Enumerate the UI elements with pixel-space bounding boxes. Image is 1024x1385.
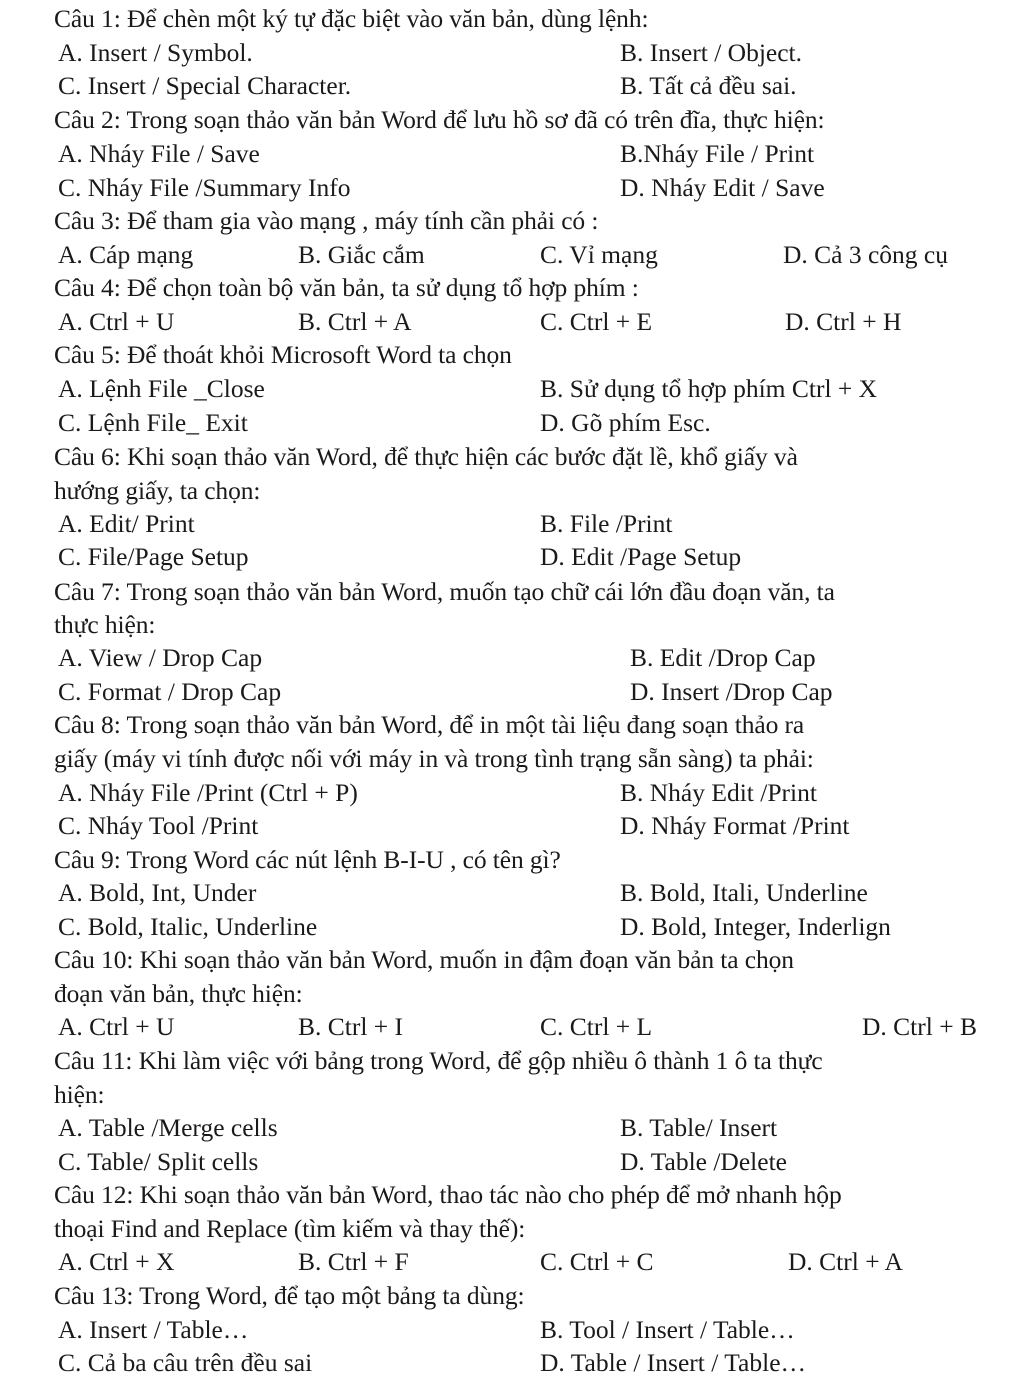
question-4-line-1: Câu 4: Để chọn toàn bộ văn bản, ta sử dụng tổ hợp phím : (54, 273, 639, 302)
question-1-text (0, 2, 1024, 35)
question-7-options-row-1 (0, 641, 1024, 674)
question-1-option-d: B. Tất cả đều sai. (620, 71, 797, 100)
question-8-line-1: Câu 8: Trong soạn thảo văn bản Word, để in một tài liệu đang soạn thảo ra (54, 710, 805, 739)
question-2-options-row-2 (0, 171, 1024, 204)
question-4-options-row (0, 305, 1024, 338)
question-5-options-row-2 (0, 406, 1024, 439)
question-12-option-a: A. Ctrl + X (58, 1247, 175, 1276)
question-4-option-a: A. Ctrl + U (58, 307, 175, 336)
question-13-options-row-1 (0, 1313, 1024, 1346)
question-7-text-line-1 (0, 575, 1024, 608)
question-1-option-c: C. Insert / Special Character. (58, 71, 352, 100)
question-12-text-line-2 (0, 1212, 1024, 1245)
question-6-option-a: A. Edit/ Print (58, 509, 195, 538)
question-10-line-2: đoạn văn bản, thực hiện: (54, 979, 303, 1008)
question-3-option-a: A. Cáp mạng (58, 240, 194, 269)
question-8-option-b: B. Nháy Edit /Print (620, 778, 817, 807)
question-1-option-a: A. Insert / Symbol. (58, 38, 253, 67)
question-10-option-b: B. Ctrl + I (298, 1012, 404, 1041)
question-1-option-b: B. Insert / Object. (620, 38, 802, 67)
question-11-option-d: D. Table /Delete (620, 1147, 787, 1176)
question-4-text (0, 271, 1024, 304)
question-9-options-row-1 (0, 876, 1024, 909)
question-1-line-1: Câu 1: Để chèn một ký tự đặc biệt vào văn bản, dùng lệnh: (54, 4, 649, 33)
question-9-option-d: D. Bold, Integer, Inderlign (620, 912, 891, 941)
question-11-line-2: hiện: (54, 1080, 105, 1109)
question-9-line-1: Câu 9: Trong Word các nút lệnh B-I-U , có tên gì? (54, 845, 561, 874)
question-7-line-1: Câu 7: Trong soạn thảo văn bản Word, muốn tạo chữ cái lớn đầu đoạn văn, ta (54, 577, 835, 606)
question-7-option-c: C. Format / Drop Cap (58, 677, 282, 706)
question-6-line-2: hướng giấy, ta chọn: (54, 476, 261, 505)
question-9-option-a: A. Bold, Int, Under (58, 878, 257, 907)
question-7-line-2: thực hiện: (54, 610, 156, 639)
question-10-option-d: D. Ctrl + B (862, 1012, 977, 1041)
question-3-line-1: Câu 3: Để tham gia vào mạng , máy tính cần phải có : (54, 206, 599, 235)
question-12-line-2: thoại Find and Replace (tìm kiếm và thay thế): (54, 1214, 526, 1243)
question-13-text (0, 1279, 1024, 1312)
question-10-option-c: C. Ctrl + L (540, 1012, 653, 1041)
question-9-text (0, 843, 1024, 876)
question-6-option-b: B. File /Print (540, 509, 673, 538)
question-2-options-row-1 (0, 137, 1024, 170)
question-2-option-b: B.Nháy File / Print (620, 139, 815, 168)
question-12-text-line-1 (0, 1178, 1024, 1211)
question-5-option-b: B. Sử dụng tổ hợp phím Ctrl + X (540, 374, 878, 403)
question-7-option-b: B. Edit /Drop Cap (630, 643, 816, 672)
question-7-text-line-2 (0, 608, 1024, 641)
question-6-line-1: Câu 6: Khi soạn thảo văn Word, để thực hiện các bước đặt lề, khổ giấy và (54, 442, 798, 471)
question-10-text-line-1 (0, 943, 1024, 976)
question-8-text-line-1 (0, 708, 1024, 741)
question-8-options-row-1 (0, 776, 1024, 809)
question-13-option-d: D. Table / Insert / Table… (540, 1348, 807, 1377)
question-11-line-1: Câu 11: Khi làm việc với bảng trong Word, để gộp nhiều ô thành 1 ô ta thực (54, 1046, 823, 1075)
question-13-option-a: A. Insert / Table… (58, 1315, 249, 1344)
question-5-option-a: A. Lệnh File _Close (58, 374, 265, 403)
question-2-text (0, 103, 1024, 136)
question-9-option-c: C. Bold, Italic, Underline (58, 912, 318, 941)
question-3-text (0, 204, 1024, 237)
question-8-option-c: C. Nháy Tool /Print (58, 811, 259, 840)
question-2-line-1: Câu 2: Trong soạn thảo văn bản Word để lưu hồ sơ đã có trên đĩa, thực hiện: (54, 105, 825, 134)
question-13-options-row-2 (0, 1346, 1024, 1379)
question-8-line-2: giấy (máy vi tính được nối với máy in và trong tình trạng sẵn sàng) ta phải: (54, 744, 814, 773)
question-1-options-row-2 (0, 69, 1024, 102)
question-11-options-row-2 (0, 1145, 1024, 1178)
question-6-text-line-2 (0, 474, 1024, 507)
question-11-option-b: B. Table/ Insert (620, 1113, 778, 1142)
question-3-options-row (0, 238, 1024, 271)
question-3-option-c: C. Vỉ mạng (540, 240, 658, 269)
question-1-options-row-1 (0, 36, 1024, 69)
question-6-options-row-2 (0, 540, 1024, 573)
question-8-text-line-2 (0, 742, 1024, 775)
question-12-option-d: D. Ctrl + A (788, 1247, 903, 1276)
question-4-option-d: D. Ctrl + H (785, 307, 902, 336)
question-4-option-b: B. Ctrl + A (298, 307, 412, 336)
question-4-option-c: C. Ctrl + E (540, 307, 653, 336)
question-9-option-b: B. Bold, Itali, Underline (620, 878, 868, 907)
question-5-option-c: C. Lệnh File_ Exit (58, 408, 248, 437)
question-5-options-row-1 (0, 372, 1024, 405)
question-7-option-a: A. View / Drop Cap (58, 643, 263, 672)
question-11-options-row-1 (0, 1111, 1024, 1144)
question-12-options-row (0, 1245, 1024, 1278)
question-10-text-line-2 (0, 977, 1024, 1010)
question-12-option-c: C. Ctrl + C (540, 1247, 654, 1276)
question-6-option-d: D. Edit /Page Setup (540, 542, 742, 571)
question-10-option-a: A. Ctrl + U (58, 1012, 175, 1041)
question-13-option-b: B. Tool / Insert / Table… (540, 1315, 795, 1344)
question-7-options-row-2 (0, 675, 1024, 708)
question-6-options-row-1 (0, 507, 1024, 540)
question-3-option-d: D. Cả 3 công cụ (783, 240, 949, 269)
question-11-option-a: A. Table /Merge cells (58, 1113, 278, 1142)
question-12-line-1: Câu 12: Khi soạn thảo văn bản Word, thao tác nào cho phép để mở nhanh hộp (54, 1180, 842, 1209)
question-11-option-c: C. Table/ Split cells (58, 1147, 259, 1176)
question-2-option-c: C. Nháy File /Summary Info (58, 173, 351, 202)
question-6-text-line-1 (0, 440, 1024, 473)
question-11-text-line-1 (0, 1044, 1024, 1077)
question-13-option-c: C. Cả ba câu trên đều sai (58, 1348, 313, 1377)
question-8-option-a: A. Nháy File /Print (Ctrl + P) (58, 778, 358, 807)
question-10-options-row (0, 1010, 1024, 1043)
question-2-option-d: D. Nháy Edit / Save (620, 173, 825, 202)
question-10-line-1: Câu 10: Khi soạn thảo văn bản Word, muốn in đậm đoạn văn bản ta chọn (54, 945, 794, 974)
question-9-options-row-2 (0, 910, 1024, 943)
question-3-option-b: B. Giắc cắm (298, 240, 425, 269)
question-11-text-line-2 (0, 1078, 1024, 1111)
question-8-options-row-2 (0, 809, 1024, 842)
question-6-option-c: C. File/Page Setup (58, 542, 249, 571)
question-5-line-1: Câu 5: Để thoát khỏi Microsoft Word ta chọn (54, 340, 512, 369)
question-12-option-b: B. Ctrl + F (298, 1247, 409, 1276)
question-2-option-a: A. Nháy File / Save (58, 139, 260, 168)
question-8-option-d: D. Nháy Format /Print (620, 811, 850, 840)
question-7-option-d: D. Insert /Drop Cap (630, 677, 833, 706)
question-5-text (0, 338, 1024, 371)
question-13-line-1: Câu 13: Trong Word, để tạo một bảng ta dùng: (54, 1281, 525, 1310)
question-5-option-d: D. Gõ phím Esc. (540, 408, 711, 437)
